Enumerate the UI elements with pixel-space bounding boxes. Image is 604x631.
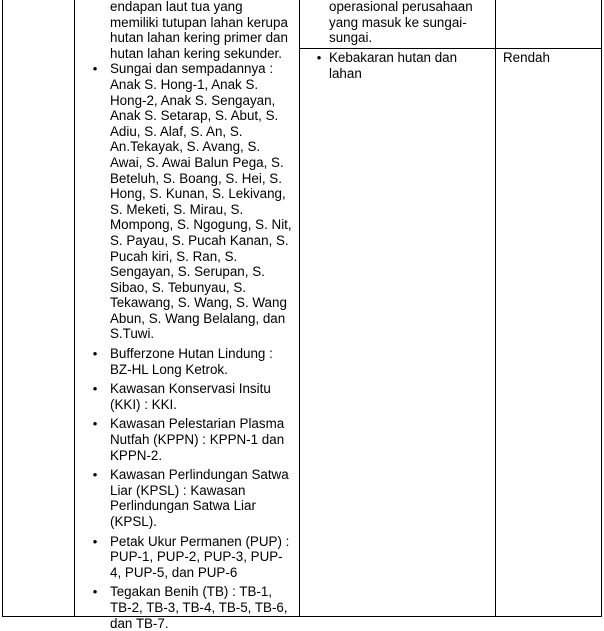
text-line: Liar (KPSL) : Kawasan bbox=[110, 482, 246, 498]
bullet-icon: • bbox=[92, 416, 98, 432]
text-line: Kawasan Pelestarian Plasma bbox=[110, 416, 285, 432]
text-line: Tegakan Benih (TB) : TB-1, bbox=[110, 584, 273, 600]
text-line: BZ-HL Long Ketrok. bbox=[110, 361, 228, 377]
text-line: hutan lahan kering primer dan bbox=[110, 30, 288, 46]
text-line: Sungai dan sempadannya : bbox=[110, 61, 274, 77]
row-divider bbox=[300, 48, 602, 49]
list-item bbox=[92, 533, 296, 581]
bullet-icon: • bbox=[92, 467, 98, 483]
text-line: Hong-2, Anak S. Sengayan, bbox=[110, 92, 276, 108]
bullet-list bbox=[92, 61, 296, 631]
list-item bbox=[92, 346, 296, 377]
text-line: Abun, S. Wang Belalang, dan bbox=[110, 310, 286, 326]
column-divider bbox=[74, 0, 75, 616]
impact-text bbox=[329, 50, 494, 81]
text-line: Anak S. Hong-1, Anak S. bbox=[110, 76, 259, 92]
text-line: Kawasan Perlindungan Satwa bbox=[110, 467, 289, 483]
text-line: (KKI) : KKI. bbox=[110, 396, 177, 412]
cell-description bbox=[92, 0, 296, 631]
text-line: Beteluh, S. Boang, S. Hei, S. bbox=[110, 170, 282, 186]
text-line: An.Tekayak, S. Avang, S. bbox=[110, 139, 261, 155]
list-item-text bbox=[110, 346, 296, 377]
text-line: Bufferzone Hutan Lindung : bbox=[110, 346, 273, 362]
bullet-icon: • bbox=[92, 381, 98, 397]
text-line: (KPSL). bbox=[110, 514, 157, 529]
column-divider bbox=[495, 0, 496, 616]
list-item bbox=[92, 467, 296, 529]
text-line: sungai. bbox=[329, 30, 373, 46]
text-line: Adiu, S. Alaf, S. An, S. bbox=[110, 123, 243, 139]
text-line: Anak S. Setarap, S. Abut, S. bbox=[110, 108, 279, 124]
bullet-icon: • bbox=[92, 61, 98, 77]
list-item-text bbox=[110, 534, 296, 581]
text-line: dan TB-7. bbox=[110, 615, 169, 631]
text-line: S. Meketi, S. Mirau, S. bbox=[110, 201, 244, 217]
text-line: hutan lahan kering sekunder. bbox=[110, 45, 282, 61]
cell-level: Rendah bbox=[503, 50, 550, 65]
text-line: PUP-1, PUP-2, PUP-3, PUP- bbox=[110, 549, 283, 565]
text-line: operasional perusahaan bbox=[329, 0, 473, 14]
text-line: TB-2, TB-3, TB-4, TB-5, TB-6, bbox=[110, 599, 288, 615]
text-line: endapan laut tua yang bbox=[110, 0, 243, 14]
text-line: Tekawang, S. Wang, S. Wang bbox=[110, 295, 287, 311]
text-line: S.Tuwi. bbox=[110, 326, 155, 342]
text-line: Sibao, S. Tebunyau, S. bbox=[110, 279, 246, 295]
list-item bbox=[92, 416, 296, 463]
column-divider bbox=[299, 0, 300, 616]
text-line: S. Payau, S. Pucah Kanan, S. bbox=[110, 232, 289, 248]
list-item-text bbox=[110, 584, 296, 631]
bullet-icon: • bbox=[92, 584, 98, 600]
bullet-icon: • bbox=[316, 50, 322, 65]
text-line: Kawasan Konservasi Insitu bbox=[110, 381, 271, 397]
impact-table bbox=[2, 0, 602, 631]
text-line: Perlindungan Satwa Liar bbox=[110, 498, 256, 514]
list-item-text bbox=[110, 416, 296, 463]
text-line: KPPN-2. bbox=[110, 447, 163, 463]
list-item bbox=[92, 584, 296, 631]
list-item-text bbox=[110, 381, 296, 412]
text-line: memiliki tutupan lahan kerupa bbox=[110, 14, 288, 30]
text-line: Petak Ukur Permanen (PUP) : bbox=[110, 533, 290, 549]
intro-text bbox=[110, 0, 296, 61]
cell-impact bbox=[316, 50, 494, 81]
list-item bbox=[92, 61, 296, 342]
text-line: Hong, S. Kunan, S. Lekivang, bbox=[110, 186, 286, 202]
list-item-text bbox=[110, 61, 296, 342]
text-line: Nutfah (KPPN) : KPPN-1 dan bbox=[110, 432, 285, 448]
text-line: Kebakaran hutan dan bbox=[329, 50, 458, 65]
text-line: 4, PUP-5, dan PUP-6 bbox=[110, 564, 238, 580]
text-line: Pucah kiri, S. Ran, S. bbox=[110, 248, 238, 264]
list-item bbox=[92, 381, 296, 412]
text-line: yang masuk ke sungai- bbox=[329, 14, 467, 30]
bullet-icon: • bbox=[92, 346, 98, 362]
text-line: Mompong, S. Ngogung, S. Nit, bbox=[110, 217, 292, 233]
list-item bbox=[316, 50, 494, 81]
list-item-text bbox=[110, 467, 296, 529]
bullet-icon: • bbox=[92, 533, 98, 549]
text-line: Sengayan, S. Serupan, S. bbox=[110, 264, 265, 280]
text-line: lahan bbox=[329, 65, 362, 81]
text-line: Awai, S. Awai Balun Pega, S. bbox=[110, 154, 284, 170]
cell-source-continued bbox=[329, 0, 494, 46]
